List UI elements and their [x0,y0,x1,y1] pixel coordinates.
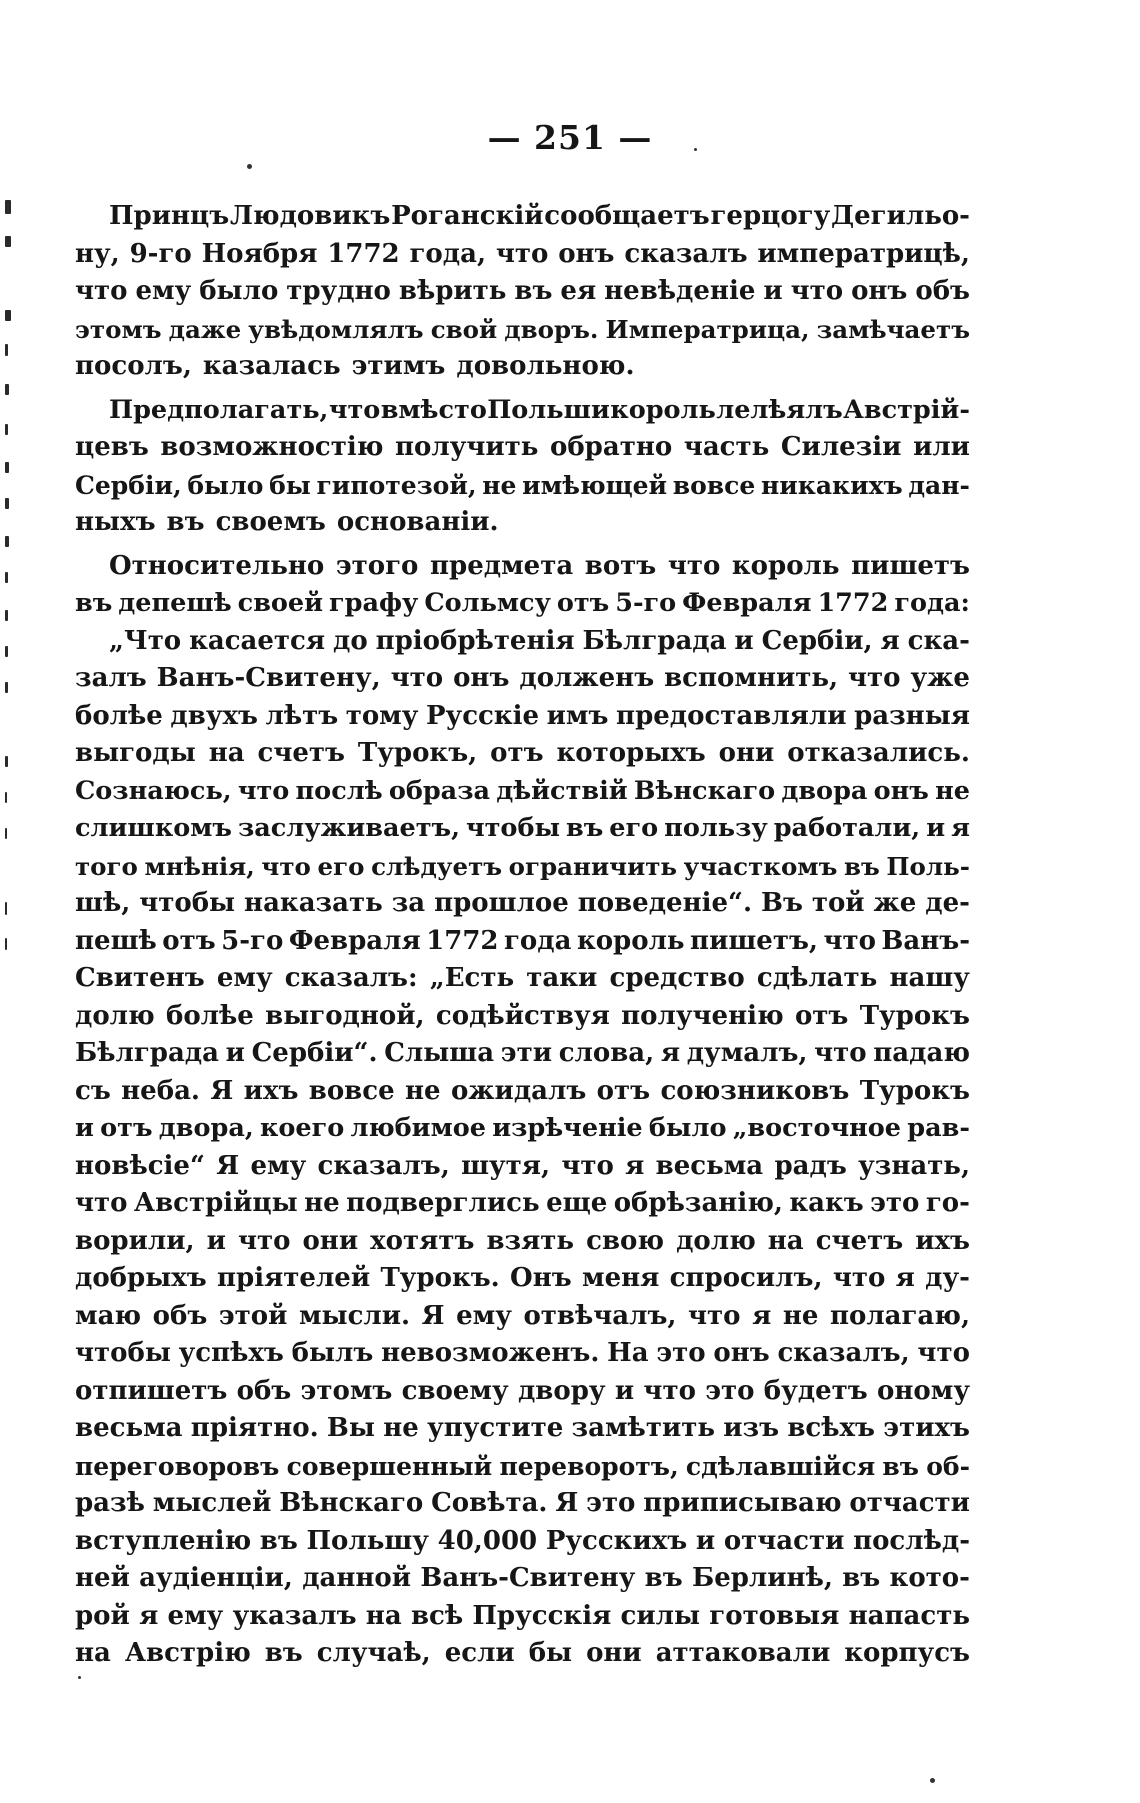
text-line: Принцъ Людовикъ Роганскій сообщаетъ герцогу Дегильо- [109,201,970,231]
text-line: „Что касается до пріобрѣтенія Бѣлграда и Сербіи, я ска- [109,625,970,656]
margin-mark [5,200,11,214]
margin-mark [5,236,11,247]
text-line: что ему было трудно вѣрить въ ея невѣденіе и что онъ объ [75,276,970,306]
text-line: цевъ возможностію получить обратно часть Силезіи или [75,432,970,462]
text-line: рой я ему указалъ на всѣ Прусскія силы готовыя напасть [75,1600,970,1631]
margin-mark [5,498,9,509]
text-line: новѣсіе“ Я ему сказалъ, шутя, что я весьма радъ узнать, [75,1150,970,1181]
text-line: пешѣ отъ 5-го Февраля 1772 года король пишетъ, что Ванъ- [75,925,970,956]
print-speck [694,148,697,151]
text-line: и отъ двора, коего любимое изрѣченіе было „восточное рав- [75,1113,970,1143]
margin-mark [5,462,9,473]
text-line: разѣ мыслей Вѣнскаго Совѣта. Я это приписываю отчасти [75,1488,970,1518]
paragraph [75,548,970,623]
text-line: Бѣлграда и Сербіи“. Слыша эти слова, я думалъ, что падаю [75,1038,970,1068]
text-line: ну, 9-го Ноября 1772 года, что онъ сказалъ императрицѣ, [75,238,970,269]
margin-mark [5,828,7,839]
text-line: вступленію въ Польшу 40,000 Русскихъ и отчасти послѣд- [75,1525,970,1556]
text-line: ворили, и что они хотятъ взять свою долю на счетъ ихъ [75,1225,970,1256]
paragraph [75,623,970,1673]
page-number: — 251 — [487,118,653,157]
print-speck [247,164,252,169]
text-line: весьма пріятно. Вы не упустите замѣтить изъ всѣхъ этихъ [75,1413,970,1443]
text-line: переговоровъ совершенный переворотъ, сдѣлавшійся въ об- [75,1451,970,1481]
text-line: въ депешѣ своей графу Сольмсу отъ 5-го Февраля 1772 года: [75,588,970,618]
text-line: ней аудіенціи, данной Ванъ-Свитену въ Берлинѣ, въ кото- [75,1563,970,1593]
margin-mark [5,384,9,395]
text-line: отпишетъ объ этомъ своему двору и что это будетъ оному [75,1375,970,1406]
margin-mark [5,424,8,435]
text-line: слишкомъ заслуживаетъ, чтобы въ его пользу работали, и я [75,813,970,843]
text-line: на Австрію въ случаѣ, если бы они аттаковали корпусъ [75,1638,970,1668]
text-line: залъ Ванъ-Свитену, что онъ долженъ вспомнить, что уже [75,663,970,693]
text-line: Сербіи, было бы гипотезой, не имѣющей вовсе никакихъ дан- [75,470,970,500]
text-line: ныхъ въ своемъ основаніи. [75,507,499,537]
print-speck [78,1676,81,1679]
margin-mark [5,682,8,693]
margin-mark [5,310,11,321]
margin-mark [5,344,8,356]
text-line: долю болѣе выгодной, содѣйствуя полученію отъ Турокъ [75,1000,970,1031]
margin-mark [5,902,7,915]
paragraph [75,198,970,386]
left-margin-bleed-marks [2,200,18,960]
text-line: Сознаюсь, что послѣ образа дѣйствій Вѣнскаго двора онъ не [75,775,970,806]
text-line: Свитенъ ему сказалъ: „Есть таки средство сдѣлать нашу [75,963,970,993]
margin-mark [5,938,7,950]
page-body-text [75,198,970,1673]
margin-mark [5,610,8,621]
margin-mark [5,792,7,803]
margin-mark [5,572,8,583]
text-line: посолъ, казалась этимъ довольною. [75,351,635,381]
print-speck [930,1778,935,1783]
text-line: шѣ, чтобы наказать за прошлое поведеніе“. Въ той же де- [75,888,970,918]
text-line: маю объ этой мысли. Я ему отвѣчалъ, что я не полагаю, [75,1300,970,1331]
text-line: чтобы успѣхъ былъ невозможенъ. На это онъ сказалъ, что [75,1338,970,1368]
text-line: что Австрійцы не подверглись еще обрѣзанію, какъ это го- [75,1188,970,1218]
text-line: добрыхъ пріятелей Турокъ. Онъ меня спросилъ, что я ду- [75,1263,970,1293]
margin-mark [5,756,8,767]
text-line: того мнѣнія, что его слѣдуетъ ограничить участкомъ въ Поль- [75,851,970,881]
text-line: съ неба. Я ихъ вовсе не ожидалъ отъ союзниковъ Турокъ [75,1075,970,1106]
margin-mark [5,646,8,657]
margin-mark [5,536,9,547]
text-line: Предполагать, что вмѣсто Польши король лелѣялъ Австрій- [109,394,970,425]
paragraph [75,392,970,542]
text-line: болѣе двухъ лѣтъ тому Русскіе имъ предоставляли разныя [75,700,970,731]
text-line: этомъ даже увѣдомлялъ свой дворъ. Императрица, замѣчаетъ [75,314,970,344]
text-line: Относительно этого предмета вотъ что король пишетъ [109,550,970,581]
text-line: выгоды на счетъ Турокъ, отъ которыхъ они отказались. [75,738,970,768]
